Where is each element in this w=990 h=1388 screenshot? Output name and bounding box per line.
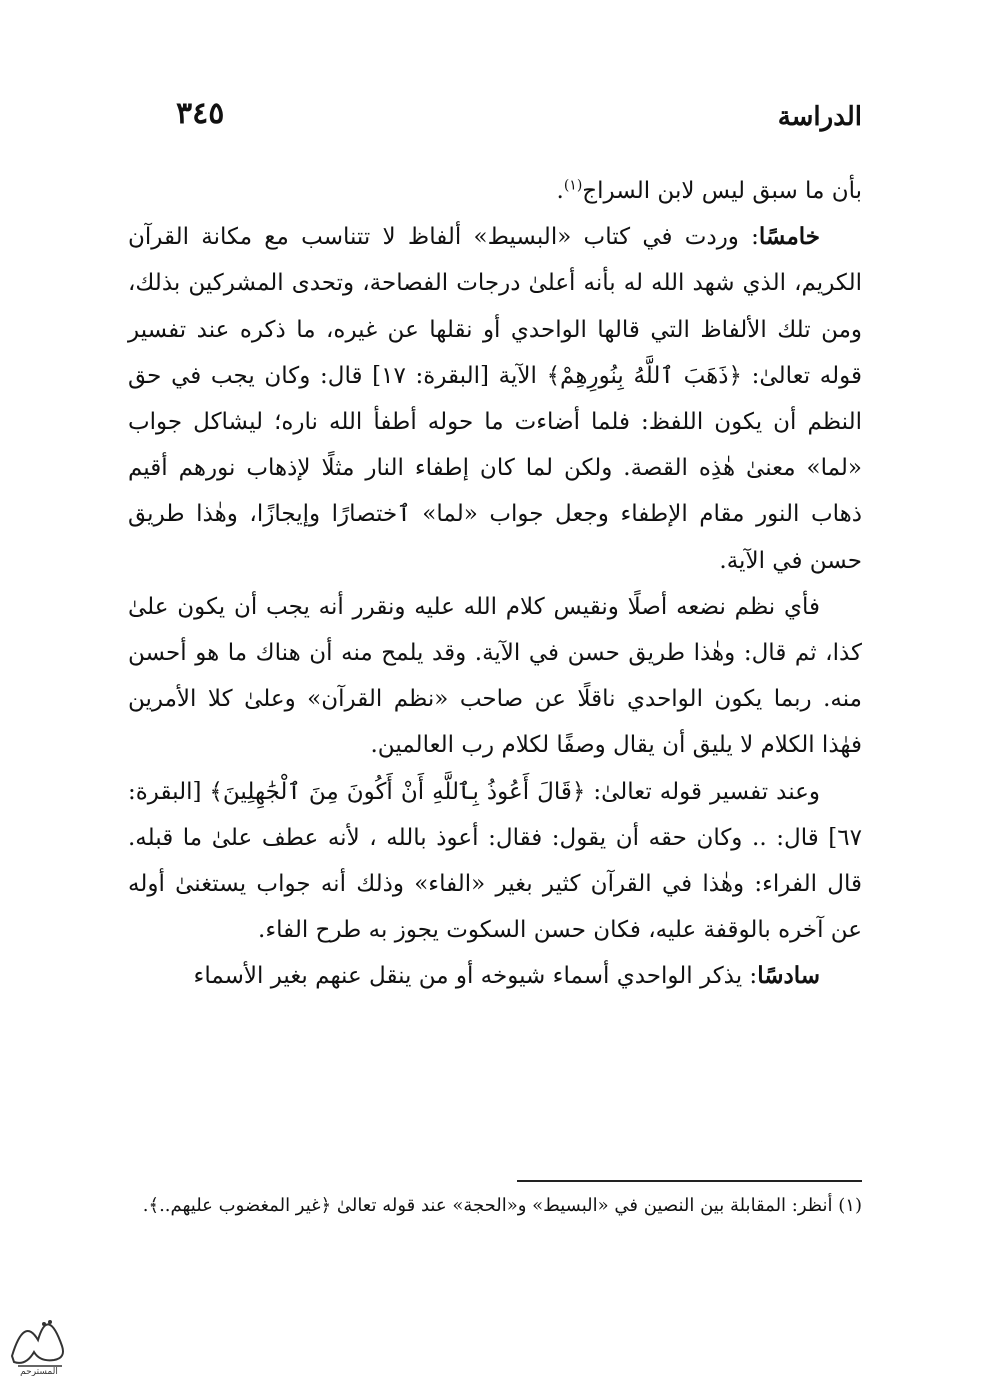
- paragraph-1: [128, 168, 862, 214]
- library-logo-icon: [4, 1296, 74, 1376]
- page-header: [128, 96, 862, 144]
- section-lead-fifth: خامسًا: [758, 223, 820, 251]
- paragraph-text: : يذكر الواحدي أسماء شيوخه أو من ينقل عنهم بغير الأسماء: [193, 963, 758, 990]
- footnote-reference: (١): [563, 177, 583, 194]
- page-number: ٣٤٥: [176, 96, 225, 131]
- logo-text: المسترحم: [20, 1367, 58, 1376]
- running-title: الدراسة: [777, 102, 862, 132]
- paragraph-text: وعند تفسير قوله تعالىٰ: ﴿قَالَ أَعُوذُ بِٱللَّهِ أَنْ أَكُونَ مِنَ ٱلْجَٰهِلِينَ﴾ [البقرة: ٦٧] قال: .. وكان حقه أن يقول: فقال: أعوذ بالله ، لأنه عطف علىٰ ما قبله. قال الفراء: وهٰذا في القرآن كثير بغير «الفاء» وذلك أنه جواب يستغنىٰ أوله عن آخره بالوقفة عليه، فكان حسن السكوت يجوز به طرح الفاء.: [128, 778, 862, 944]
- paragraph-4: [128, 769, 862, 954]
- paragraph-3: [128, 584, 862, 769]
- footnote: (١) أنظر: المقابلة بين النصين في «البسيط» و«الحجة» عند قوله تعالىٰ ﴿غير المغضوب عليهم..﴾.: [142, 1195, 862, 1216]
- paragraph-text: بأن ما سبق ليس لابن السراج: [582, 178, 862, 204]
- paragraph-5: [128, 953, 862, 999]
- section-lead-sixth: سادسًا: [757, 962, 820, 990]
- paragraph-text: : وردت في كتاب «البسيط» ألفاظ لا تتناسب مع مكانة القرآن الكريم، الذي شهد الله له بأنه أعلىٰ درجات الفصاحة، وتحدى المشركين بذلك، ومن تلك الألفاظ التي قالها الواحدي أو نقلها عن غيره، ما ذكره عند تفسير قوله تعالىٰ: ﴿ذَهَبَ ٱللَّهُ بِنُورِهِمْ﴾ الآية [البقرة: ١٧] قال: وكان يجب في حق النظم أن يكون اللفظ: فلما أضاءت ما حوله أطفأ الله ناره؛ ليشاكل جواب «لما» معنىٰ هٰذِه القصة. ولكن لما كان إطفاء النار مثلًا لإذهاب نورهم أقيم ذهاب النور مقام الإطفاء وجعل جواب «لما» ٱختصارًا وإيجازًا، وهٰذا طريق حسن في الآية.: [128, 224, 863, 574]
- paragraph-tail: .: [556, 178, 564, 204]
- main-text: [128, 168, 862, 1000]
- footnote-divider: [517, 1180, 862, 1182]
- paragraph-2: [128, 214, 862, 584]
- paragraph-text: فأي نظم نضعه أصلًا ونقيس كلام الله عليه ونقرر أنه يجب أن يكون علىٰ كذا، ثم قال: وهٰذا طريق حسن في الآية. وقد يلمح منه أن هناك ما هو أحسن منه. ربما يكون الواحدي ناقلًا عن صاحب «نظم القرآن» وعلىٰ كلا الأمرين فهٰذا الكلام لا يليق أن يقال وصفًا لكلام رب العالمين.: [128, 593, 862, 759]
